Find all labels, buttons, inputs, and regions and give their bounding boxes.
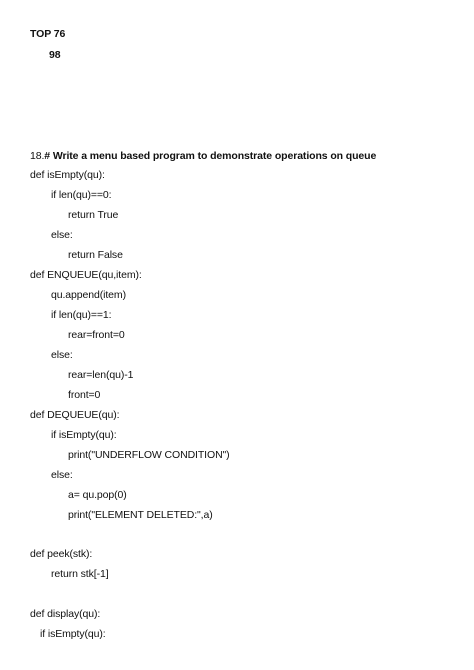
program-title-text: # Write a menu based program to demonstrate operations on queue bbox=[44, 150, 377, 162]
code-line: if len(qu)==0: bbox=[51, 189, 112, 201]
code-line: return True bbox=[68, 209, 119, 221]
header-line-1: TOP 76 bbox=[30, 28, 66, 40]
code-line: else: bbox=[51, 469, 73, 481]
code-line: a= qu.pop(0) bbox=[68, 489, 127, 501]
program-title bbox=[30, 150, 376, 163]
code-line: print("ELEMENT DELETED:",a) bbox=[68, 509, 213, 521]
code-line: else: bbox=[51, 229, 73, 241]
code-line: qu.append(item) bbox=[51, 289, 126, 301]
program-title-number: 18. bbox=[30, 150, 45, 162]
code-line: rear=len(qu)-1 bbox=[68, 369, 134, 381]
code-line: def DEQUEUE(qu): bbox=[30, 409, 120, 421]
code-line: rear=front=0 bbox=[68, 329, 125, 341]
code-line: if isEmpty(qu): bbox=[40, 628, 106, 640]
code-line: def ENQUEUE(qu,item): bbox=[30, 269, 142, 281]
code-line: front=0 bbox=[68, 389, 101, 401]
header-line-2: 98 bbox=[49, 49, 61, 61]
code-line: def display(qu): bbox=[30, 608, 101, 620]
code-line: print("UNDERFLOW CONDITION") bbox=[68, 449, 230, 461]
code-line: def peek(stk): bbox=[30, 548, 93, 560]
code-line: if isEmpty(qu): bbox=[51, 429, 117, 441]
code-line: return stk[-1] bbox=[51, 568, 109, 580]
code-line: if len(qu)==1: bbox=[51, 309, 112, 321]
code-line: else: bbox=[51, 349, 73, 361]
code-line: def isEmpty(qu): bbox=[30, 169, 105, 181]
code-line: return False bbox=[68, 249, 123, 261]
